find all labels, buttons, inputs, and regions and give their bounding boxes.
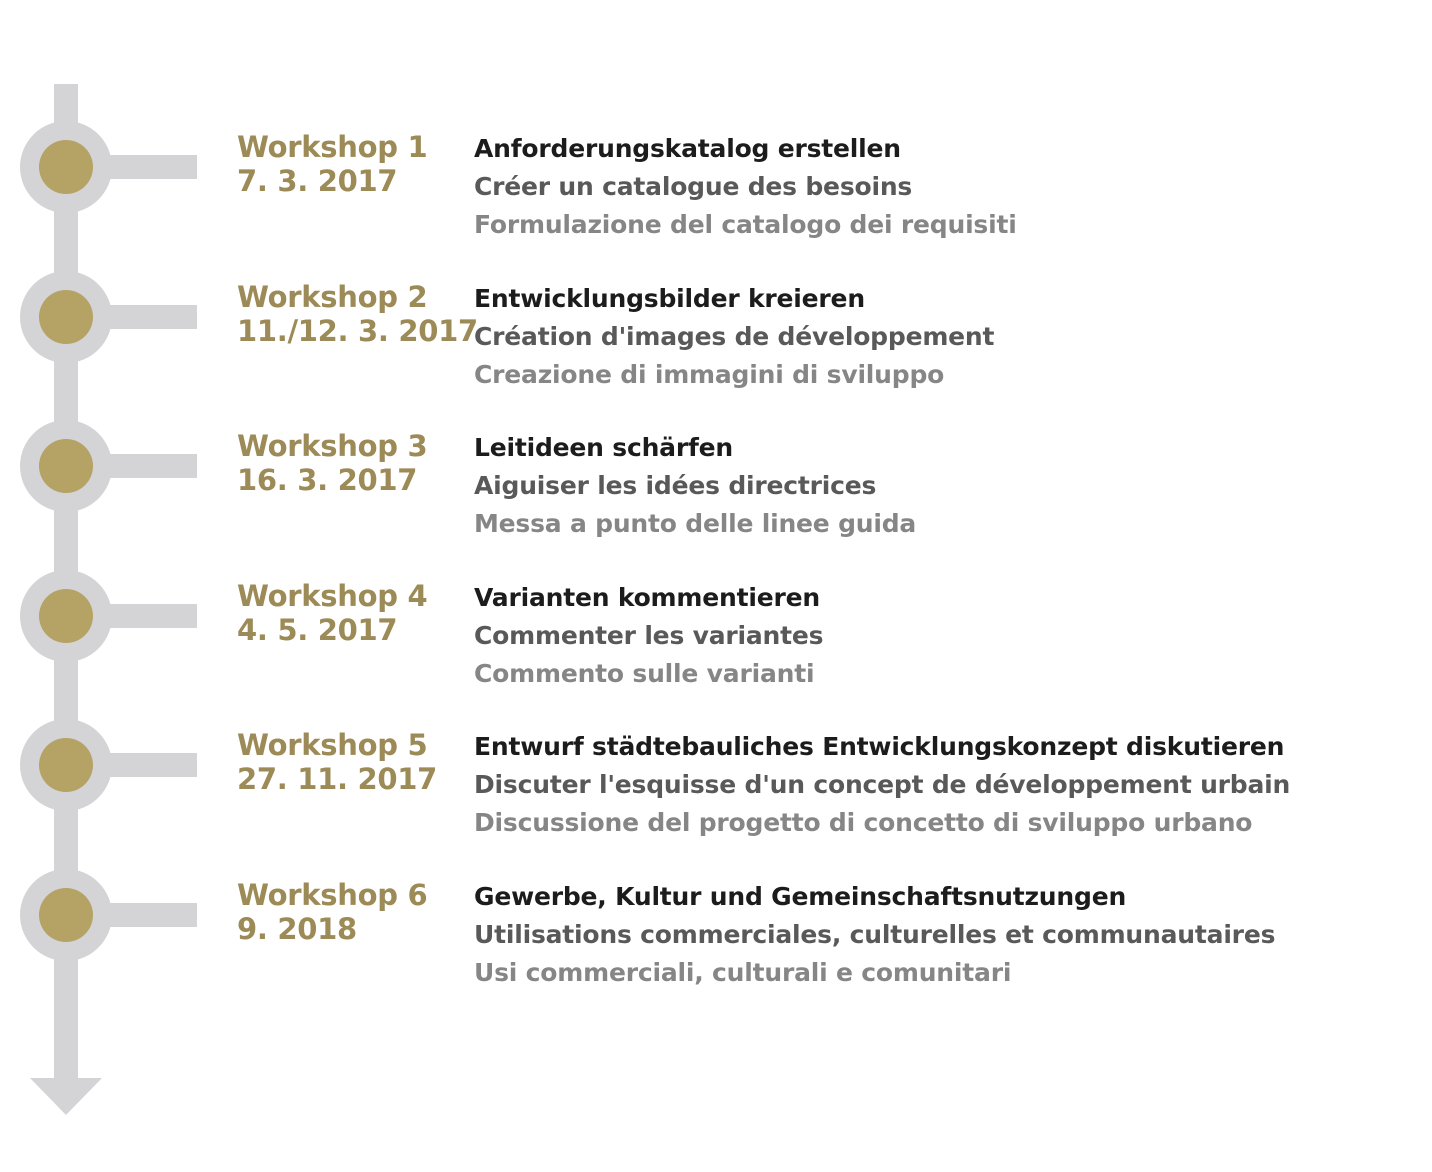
workshop-entry — [0, 878, 1432, 1018]
workshop-title: Workshop 3 — [237, 429, 428, 463]
workshop-title: Workshop 2 — [237, 280, 428, 314]
workshop-label — [237, 280, 478, 348]
description-german: Gewerbe, Kultur und Gemeinschaftsnutzungen — [474, 882, 1127, 911]
description-french: Créer un catalogue des besoins — [474, 172, 913, 201]
workshop-date: 16. 3. 2017 — [237, 463, 418, 497]
workshop-description — [474, 280, 1424, 394]
description-italian: Commento sulle varianti — [474, 659, 815, 688]
description-french: Création d'images de développement — [474, 322, 995, 351]
timeline-arrow-icon — [30, 1068, 102, 1115]
description-french: Utilisations commerciales, culturelles et communautaires — [474, 920, 1276, 949]
workshop-description — [474, 878, 1424, 992]
description-italian: Messa a punto delle linee guida — [474, 509, 917, 538]
description-italian: Usi commerciali, culturali e comunitari — [474, 958, 1012, 987]
description-german: Anforderungskatalog erstellen — [474, 134, 901, 163]
workshop-date: 7. 3. 2017 — [237, 164, 398, 198]
description-italian: Discussione del progetto di concetto di sviluppo urbano — [474, 808, 1253, 837]
workshop-description — [474, 429, 1424, 543]
description-french: Discuter l'esquisse d'un concept de développement urbain — [474, 770, 1291, 799]
description-french: Commenter les variantes — [474, 621, 824, 650]
description-german: Entwicklungsbilder kreieren — [474, 284, 865, 313]
description-german: Entwurf städtebauliches Entwicklungskonzept diskutieren — [474, 732, 1285, 761]
description-italian: Creazione di immagini di sviluppo — [474, 360, 945, 389]
workshop-label — [237, 878, 469, 946]
description-german: Leitideen schärfen — [474, 433, 734, 462]
workshop-title: Workshop 5 — [237, 728, 428, 762]
description-italian: Formulazione del catalogo dei requisiti — [474, 210, 1017, 239]
workshop-description — [474, 130, 1424, 244]
workshop-title: Workshop 1 — [237, 130, 428, 164]
workshop-entry — [0, 728, 1432, 868]
workshop-entry — [0, 280, 1432, 420]
workshop-entry — [0, 429, 1432, 569]
workshop-description — [474, 579, 1424, 693]
workshop-date: 9. 2018 — [237, 912, 357, 946]
workshop-title: Workshop 4 — [237, 579, 428, 613]
workshop-entry — [0, 579, 1432, 719]
workshop-entry — [0, 130, 1432, 270]
workshop-label — [237, 728, 469, 796]
workshop-label — [237, 579, 469, 647]
workshop-description — [474, 728, 1424, 842]
workshop-date: 27. 11. 2017 — [237, 762, 438, 796]
workshop-label — [237, 130, 469, 198]
workshop-date: 4. 5. 2017 — [237, 613, 398, 647]
workshop-title: Workshop 6 — [237, 878, 428, 912]
description-french: Aiguiser les idées directrices — [474, 471, 877, 500]
workshop-label — [237, 429, 469, 497]
description-german: Varianten kommentieren — [474, 583, 820, 612]
workshop-date: 11./12. 3. 2017 — [237, 314, 478, 348]
